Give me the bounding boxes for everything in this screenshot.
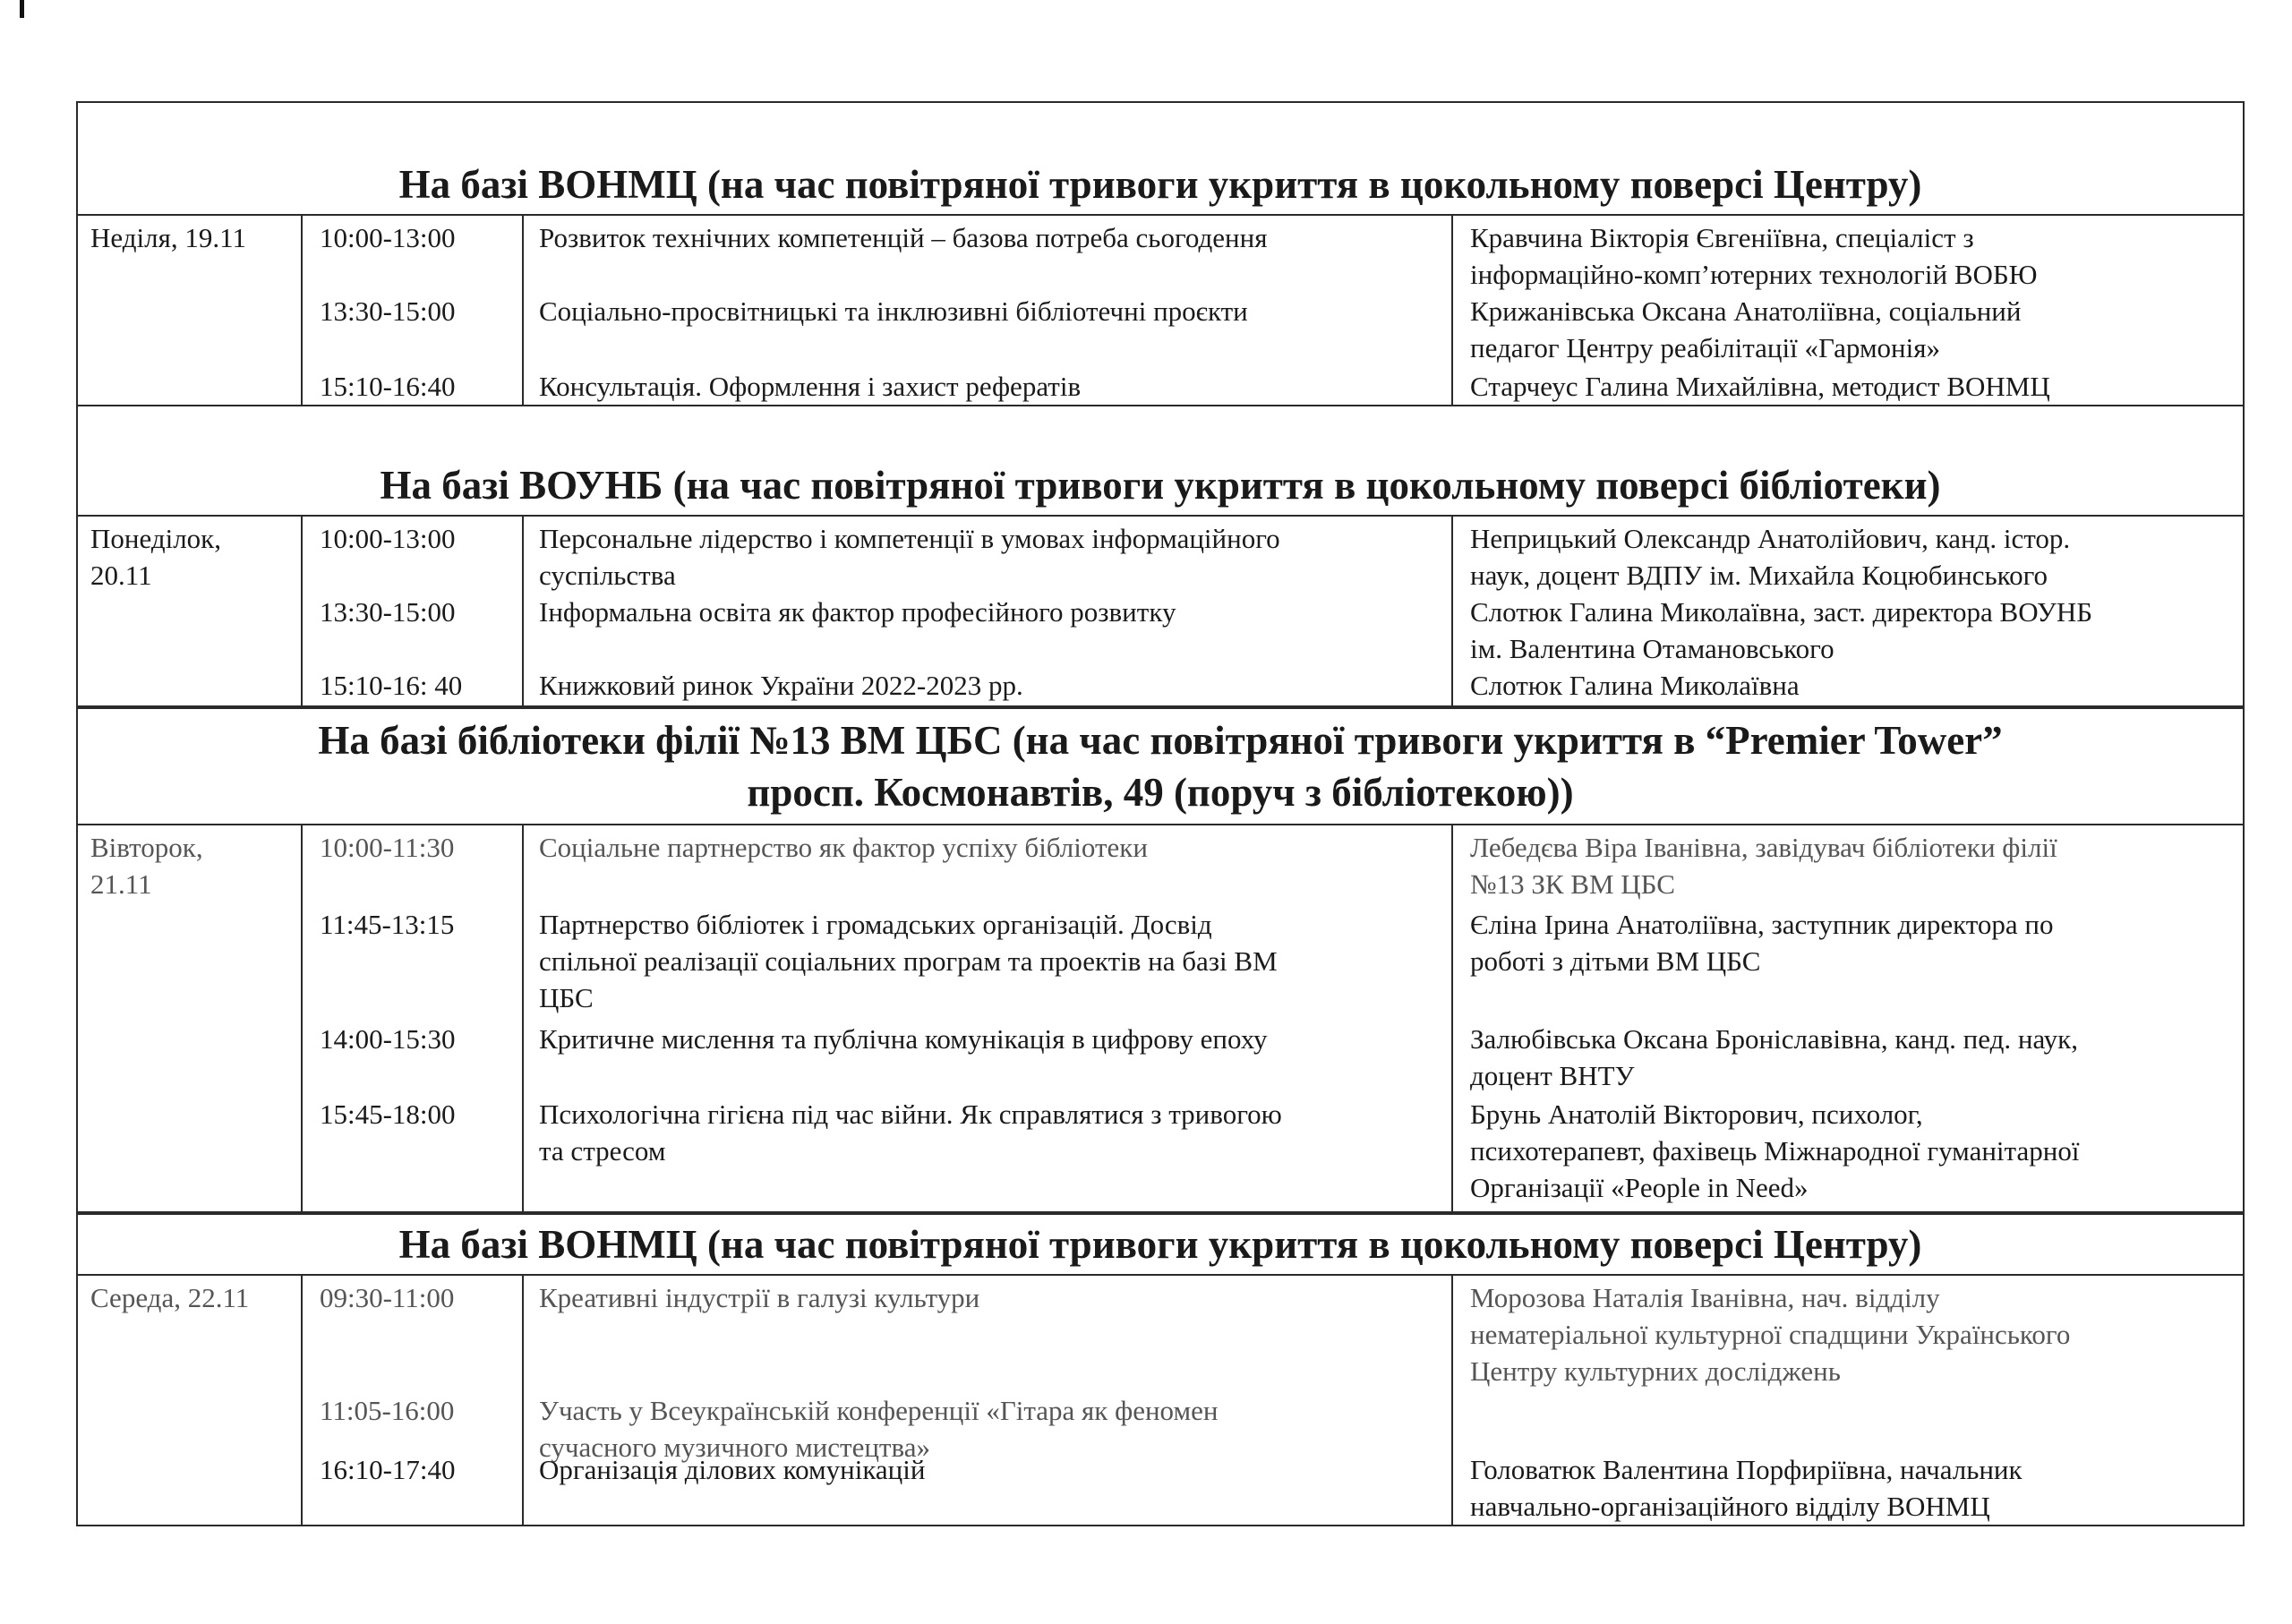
topic-cell: Організація ділових комунікацій xyxy=(539,1454,926,1485)
time-cell: 16:10-17:40 xyxy=(320,1454,456,1485)
section-block xyxy=(76,1276,2245,1526)
topic-cell: Креативні індустрії в галузі культури xyxy=(539,1282,980,1313)
speaker-cell: Старчеус Галина Михайлівна, методист ВОНМЦ xyxy=(1470,371,2050,402)
topic-cell: Соціально-просвітницькі та інклюзивні бібліотечні проєкти xyxy=(539,295,1248,327)
topic-cell: Консультація. Оформлення і захист рефератів xyxy=(539,371,1082,402)
speaker-cell: Головатюк Валентина Порфиріївна, начальник навчально-організаційного відділу ВОНМЦ xyxy=(1470,1454,2023,1522)
section-block xyxy=(76,517,2245,707)
section-block xyxy=(76,825,2245,1213)
time-cell: 13:30-15:00 xyxy=(320,295,456,327)
speaker-cell: Неприцький Олександр Анатолійович, канд. істор. наук, доцент ВДПУ ім. Михайла Коцюбинського xyxy=(1470,523,2071,591)
column-divider xyxy=(301,825,303,1211)
time-cell: 10:00-13:00 xyxy=(320,523,456,554)
time-cell: 15:45-18:00 xyxy=(320,1098,456,1130)
speaker-cell: Лебедєва Віра Іванівна, завідувач бібліотеки філії №13 ЗК ВМ ЦБС xyxy=(1470,832,2057,900)
column-divider xyxy=(522,517,524,705)
time-cell: 13:30-15:00 xyxy=(320,596,456,628)
column-divider xyxy=(301,1276,303,1525)
column-divider xyxy=(301,216,303,405)
topic-cell: Персональне лідерство і компетенції в умовах інформаційного суспільства xyxy=(539,523,1280,591)
time-cell: 11:05-16:00 xyxy=(320,1395,455,1426)
section-heading xyxy=(76,707,2245,825)
time-cell: 15:10-16:40 xyxy=(320,371,456,402)
topic-cell: Психологічна гігієна під час війни. Як справлятися з тривогою та стресом xyxy=(539,1098,1282,1167)
schedule-table xyxy=(76,101,2248,1526)
time-cell: 10:00-11:30 xyxy=(320,832,455,863)
column-divider xyxy=(301,517,303,705)
day-cell: Вівторок, 21.11 xyxy=(90,832,203,900)
section-heading xyxy=(76,1213,2245,1276)
column-divider xyxy=(522,825,524,1211)
speaker-cell: Єліна Ірина Анатоліївна, заступник директора по роботі з дітьми ВМ ЦБС xyxy=(1470,909,2054,977)
speaker-cell: Брунь Анатолій Вікторович, психолог, психотерапевт, фахівець Міжнародної гуманітарної Організації «People in Need» xyxy=(1470,1098,2080,1203)
time-cell: 15:10-16: 40 xyxy=(320,670,463,701)
speaker-cell: Кравчина Вікторія Євгеніївна, спеціаліст з інформаційно-комп’ютерних технологій ВОБЮ xyxy=(1470,222,2038,290)
topic-cell: Партнерство бібліотек і громадських організацій. Досвід спільної реалізації соціальних програм та проектів на базі ВМ ЦБС xyxy=(539,909,1278,1013)
column-divider xyxy=(522,216,524,405)
speaker-cell: Крижанівська Оксана Анатоліївна, соціальний педагог Центру реабілітації «Гармонія» xyxy=(1470,295,2022,363)
day-cell: Середа, 22.11 xyxy=(90,1282,250,1313)
day-cell: Неділя, 19.11 xyxy=(90,222,246,253)
corner-scan-mark xyxy=(20,0,24,18)
speaker-cell: Морозова Наталія Іванівна, нач. відділу нематеріальної культурної спадщини Українського Центру культурних досліджень xyxy=(1470,1282,2071,1387)
topic-cell: Участь у Всеукраїнській конференції «Гітара як феномен сучасного музичного мистецтва» xyxy=(539,1395,1219,1463)
section-heading-text: На базі бібліотеки філії №13 ВМ ЦБС (на час повітряної тривоги укриття в “Premier Tower” просп. Космонавтів, 49 (поруч з бібліотекою)) xyxy=(318,718,2003,815)
speaker-cell: Слотюк Галина Миколаївна xyxy=(1470,670,1800,701)
section-heading xyxy=(76,101,2245,216)
section-heading-text: На базі ВОНМЦ (на час повітряної тривоги укриття в цокольному поверсі Центру) xyxy=(398,162,1922,207)
topic-cell: Соціальне партнерство як фактор успіху бібліотеки xyxy=(539,832,1148,863)
topic-cell: Інформальна освіта як фактор професійного розвитку xyxy=(539,596,1176,628)
column-divider xyxy=(522,1276,524,1525)
speaker-cell: Залюбівська Оксана Броніславівна, канд. пед. наук, доцент ВНТУ xyxy=(1470,1023,2078,1091)
day-cell: Понеділок, 20.11 xyxy=(90,523,221,591)
section-block xyxy=(76,216,2245,406)
section-heading-text: На базі ВОУНБ (на час повітряної тривоги укриття в цокольному поверсі бібліотеки) xyxy=(380,463,1941,508)
speaker-cell: Слотюк Галина Миколаївна, заст. директора ВОУНБ ім. Валентина Отамановського xyxy=(1470,596,2093,664)
time-cell: 14:00-15:30 xyxy=(320,1023,456,1055)
time-cell: 11:45-13:15 xyxy=(320,909,455,940)
topic-cell: Розвиток технічних компетенцій – базова потреба сьогодення xyxy=(539,222,1268,253)
time-cell: 10:00-13:00 xyxy=(320,222,456,253)
topic-cell: Критичне мислення та публічна комунікація в цифрову епоху xyxy=(539,1023,1268,1055)
section-heading xyxy=(76,405,2245,517)
time-cell: 09:30-11:00 xyxy=(320,1282,455,1313)
section-heading-text: На базі ВОНМЦ (на час повітряної тривоги укриття в цокольному поверсі Центру) xyxy=(398,1222,1922,1267)
topic-cell: Книжковий ринок України 2022-2023 рр. xyxy=(539,670,1023,701)
